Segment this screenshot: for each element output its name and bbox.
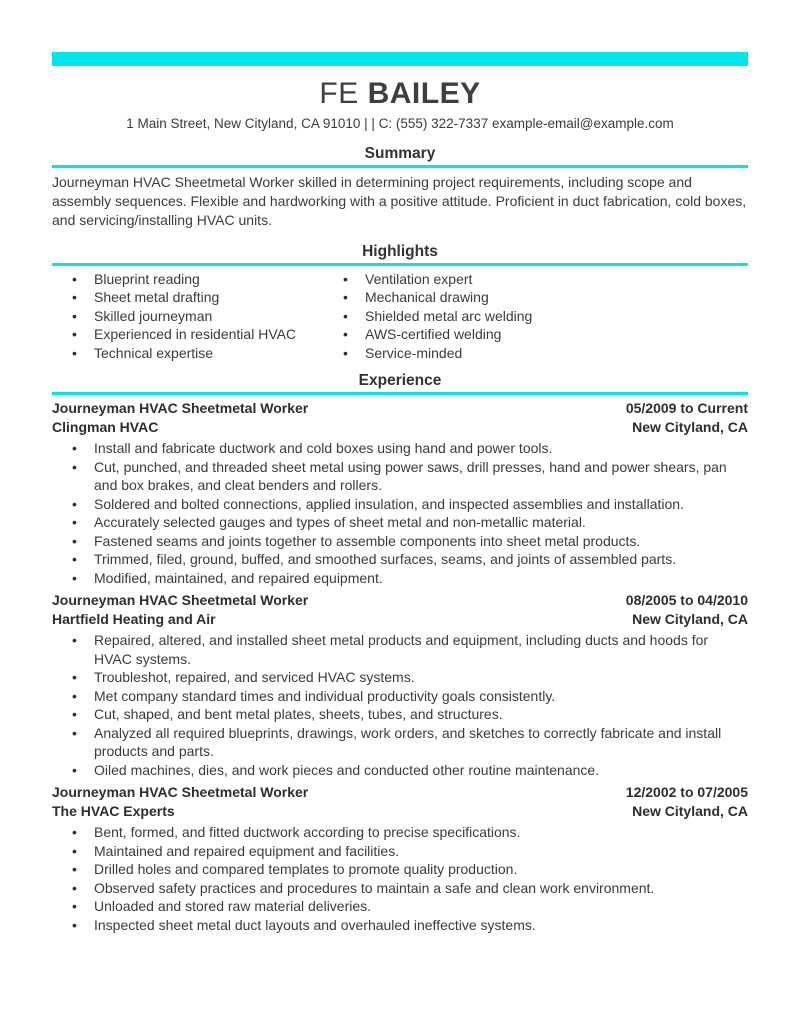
job-bullet: • Observed safety practices and procedures to maintain a safe and clean work environment. [52, 879, 748, 898]
summary-heading: Summary [364, 145, 436, 162]
experience-divider [52, 392, 748, 395]
job-company: The HVAC Experts [52, 803, 175, 820]
job-entry [52, 399, 748, 587]
job-bullet: • Install and fabricate ductwork and cold boxes using hand and power tools. [52, 439, 748, 458]
job-bullet: • Bent, formed, and fitted ductwork according to precise specifications. [52, 823, 748, 842]
job-dates: 08/2005 to 04/2010 [625, 592, 748, 609]
job-dates: 12/2002 to 07/2005 [625, 784, 748, 801]
summary-divider [52, 165, 748, 168]
job-bullet: • Soldered and bolted connections, applied insulation, and inspected assemblies and installation. [52, 495, 748, 514]
job-bullet: • Cut, shaped, and bent metal plates, sheets, tubes, and structures. [52, 705, 748, 724]
contact-line: 1 Main Street, New Cityland, CA 91010 | | C: (555) 322-7337 example-email@example.com [126, 116, 674, 131]
job-title-row [52, 783, 748, 802]
job-bullet-list [52, 631, 748, 779]
job-title-row [52, 591, 748, 610]
highlight-item: • Shielded metal arc welding [323, 307, 748, 325]
job-bullet: • Modified, maintained, and repaired equipment. [52, 569, 748, 588]
highlight-item: • Sheet metal drafting [52, 288, 323, 306]
highlights-columns [52, 270, 748, 362]
job-bullet: • Analyzed all required blueprints, drawings, work orders, and sketches to correctly fabricate and install products and parts. [52, 724, 748, 761]
highlight-item: • Ventilation expert [323, 270, 748, 288]
job-location: New Cityland, CA [632, 419, 748, 436]
job-bullet: • Drilled holes and compared templates to promote quality production. [52, 860, 748, 879]
highlights-divider [52, 263, 748, 266]
job-company-row [52, 610, 748, 629]
accent-top-bar [52, 52, 748, 66]
job-bullet-list [52, 823, 748, 934]
highlights-right-list [323, 270, 748, 362]
job-entry [52, 591, 748, 779]
job-title: Journeyman HVAC Sheetmetal Worker [52, 592, 309, 609]
experience-heading: Experience [358, 372, 442, 390]
job-company-row [52, 418, 748, 437]
job-company: Clingman HVAC [52, 419, 159, 436]
first-name: FE [319, 77, 359, 110]
last-name: BAILEY [367, 77, 481, 110]
job-bullet: • Accurately selected gauges and types of sheet metal and non-metallic material. [52, 513, 748, 532]
highlight-item: • Experienced in residential HVAC [52, 325, 323, 343]
job-bullet: • Trimmed, filed, ground, buffed, and smoothed surfaces, seams, and joints of assembled parts. [52, 550, 748, 569]
job-company-row [52, 802, 748, 821]
job-bullet: • Fastened seams and joints together to assemble components into sheet metal products. [52, 532, 748, 551]
job-bullet-list [52, 439, 748, 587]
highlight-item: • Skilled journeyman [52, 307, 323, 325]
highlight-item: • Technical expertise [52, 344, 323, 362]
job-bullet: • Inspected sheet metal duct layouts and overhauled ineffective systems. [52, 916, 748, 935]
job-bullet: • Unloaded and stored raw material deliveries. [52, 897, 748, 916]
job-location: New Cityland, CA [632, 803, 748, 820]
job-location: New Cityland, CA [632, 611, 748, 628]
job-title-row [52, 399, 748, 418]
job-title: Journeyman HVAC Sheetmetal Worker [52, 784, 309, 801]
job-bullet: • Troubleshot, repaired, and serviced HVAC systems. [52, 668, 748, 687]
highlight-item: • Blueprint reading [52, 270, 323, 288]
highlights-heading: Highlights [362, 243, 438, 260]
job-bullet: • Repaired, altered, and installed sheet metal products and equipment, including ducts and hoods for HVAC systems. [52, 631, 748, 668]
job-company: Hartfield Heating and Air [52, 611, 216, 628]
job-title: Journeyman HVAC Sheetmetal Worker [52, 400, 309, 417]
highlight-item: • AWS-certified welding [323, 325, 748, 343]
page-title [52, 76, 748, 112]
job-bullet: • Oiled machines, dies, and work pieces and conducted other routine maintenance. [52, 761, 748, 780]
job-bullet: • Cut, punched, and threaded sheet metal using power saws, drill presses, hand and power shears, pan and box brakes, and cleat benders and rollers. [52, 458, 748, 495]
job-dates: 05/2009 to Current [625, 400, 748, 417]
job-bullet: • Maintained and repaired equipment and facilities. [52, 842, 748, 861]
highlight-item: • Mechanical drawing [323, 288, 748, 306]
job-bullet: • Met company standard times and individual productivity goals consistently. [52, 687, 748, 706]
highlight-item: • Service-minded [323, 344, 748, 362]
summary-text: Journeyman HVAC Sheetmetal Worker skilled in determining project requirements, including scope and assembly sequences. Flexible and hardworking with a positive attitude. Proficient in duct fabrication, cold boxes, and servicing/installing HVAC units. [52, 174, 747, 228]
highlights-left-list [52, 270, 323, 362]
job-entry [52, 783, 748, 934]
